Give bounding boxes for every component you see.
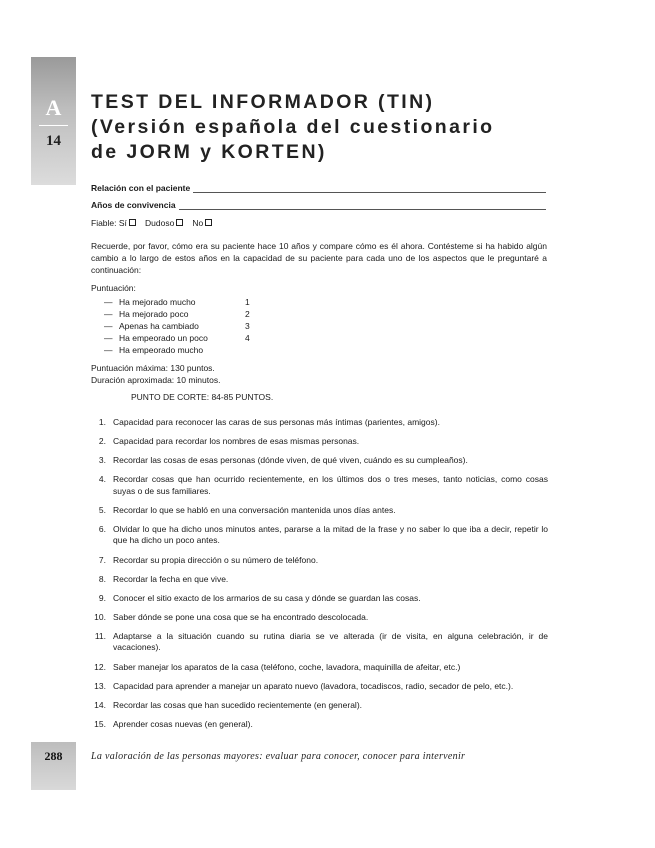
relation-field-label: Relación con el paciente [91, 183, 193, 193]
score-heading: Puntuación: [91, 283, 136, 293]
item-text: Conocer el sitio exacto de los armarios de su casa y dónde se guardan las cosas. [113, 592, 421, 603]
item-text: Aprender cosas nuevas (en general). [113, 718, 253, 729]
running-footer: La valoración de las personas mayores: evaluar para conocer, conocer para intervenir [91, 751, 466, 762]
list-item [91, 417, 548, 429]
item-text: Adaptarse a la situación cuando su rutina diaria se ve alterada (ir de visita, en alguna celebración, ir de vacaciones). [113, 630, 548, 653]
item-number: 9. [98, 592, 106, 603]
list-item [91, 631, 548, 654]
reliability-label: Fiable: [91, 218, 117, 228]
scale-label: Ha empeorado un poco [119, 333, 208, 343]
item-number: 4. [98, 474, 106, 485]
item-number: 13. [94, 680, 106, 691]
list-item [91, 662, 548, 674]
tab-divider [39, 125, 68, 126]
item-number: 15. [94, 718, 106, 729]
list-item [91, 574, 548, 586]
scale-dash: — [104, 297, 113, 307]
scale-label: Ha mejorado poco [119, 309, 189, 319]
item-text: Recordar lo que se habló en una conversación mantenida unos días antes. [113, 504, 396, 515]
scale-row [104, 297, 264, 309]
item-number: 14. [94, 699, 106, 710]
page-number: 288 [44, 749, 63, 763]
page-title [91, 90, 611, 165]
reliability-yes-checkbox[interactable] [129, 219, 136, 226]
title-line-1: TEST DEL INFORMADOR (TIN) [91, 91, 435, 113]
instructions-paragraph: Recuerde, por favor, cómo era su paciente hace 10 años y compare cómo es él ahora. Contésteme si ha habido algún cambio a lo largo de estos años en la capacidad de su paciente para cada uno de los aspectos que le preguntaré a continuación: [91, 241, 547, 275]
scale-row [104, 345, 264, 357]
scale-dash: — [104, 345, 113, 355]
item-number: 12. [94, 661, 106, 672]
reliability-no-checkbox[interactable] [205, 219, 212, 226]
scale-dash: — [104, 333, 113, 343]
item-number: 5. [98, 504, 106, 515]
item-number: 11. [94, 630, 106, 641]
item-text: Recordar su propia dirección o su número de teléfono. [113, 554, 319, 565]
scale-points: 4 [245, 333, 250, 343]
years-field-label: Años de convivencia [91, 200, 179, 210]
appendix-letter: A [45, 95, 62, 120]
item-text: Saber manejar los aparatos de la casa (teléfono, coche, lavadora, maquinilla de afeitar, etc.) [113, 661, 461, 672]
appendix-tab [31, 57, 76, 185]
reliability-doubtful-checkbox[interactable] [176, 219, 183, 226]
scale-points: 1 [245, 297, 250, 307]
item-text: Capacidad para reconocer las caras de sus personas más íntimas (parientes, amigos). [113, 417, 440, 427]
max-score: Puntuación máxima: 130 puntos. [91, 363, 215, 373]
list-item [91, 524, 548, 547]
reliability-no-label: No [192, 218, 204, 228]
item-text: Recordar la fecha en que vive. [113, 573, 229, 584]
score-scale [104, 297, 264, 357]
relation-field[interactable] [91, 183, 546, 197]
appendix-number: 14 [46, 133, 61, 149]
scale-label: Ha empeorado mucho [119, 345, 204, 355]
list-item [91, 436, 548, 448]
item-number: 6. [98, 523, 106, 534]
scale-row [104, 309, 264, 321]
item-number: 8. [98, 573, 106, 584]
scale-row [104, 333, 264, 345]
list-item [91, 505, 548, 517]
reliability-doubtful-label: Dudoso [145, 218, 175, 228]
title-line-2: (Versión española del cuestionario [91, 116, 495, 138]
duration: Duración aproximada: 10 minutos. [91, 375, 221, 385]
cutoff-score: PUNTO DE CORTE: 84-85 PUNTOS. [131, 392, 274, 402]
list-item [91, 612, 548, 624]
list-item [91, 455, 548, 467]
scale-label: Ha mejorado mucho [119, 297, 196, 307]
item-text: Capacidad para recordar los nombres de esas mismas personas. [113, 436, 360, 447]
list-item [91, 555, 548, 567]
list-item [91, 719, 548, 731]
list-item [91, 700, 548, 712]
item-text: Recordar las cosas de esas personas (dónde viven, de qué viven, cuándo es su cumpleaños). [113, 455, 468, 466]
question-list [91, 417, 548, 738]
footer-tab [31, 742, 76, 790]
list-item [91, 593, 548, 605]
item-number: 10. [94, 611, 106, 622]
scale-row [104, 321, 264, 333]
item-number: 3. [98, 455, 106, 466]
item-number: 7. [98, 554, 106, 565]
scale-points: 3 [245, 321, 250, 331]
scale-dash: — [104, 321, 113, 331]
list-item [91, 681, 548, 693]
item-text: Capacidad para aprender a manejar un aparato nuevo (lavadora, tocadiscos, radio, secador de pelo, etc.). [113, 680, 514, 691]
title-line-3: de JORM y KORTEN) [91, 141, 327, 163]
item-text: Olvidar lo que ha dicho unos minutos antes, pararse a la mitad de la frase y no saber lo que iba a decir, repetir lo que ha dicho un poco antes. [113, 523, 548, 546]
item-text: Recordar cosas que han ocurrido recientemente, en los últimos dos o tres meses, tanto noticias, como cosas suyas o de sus familiares. [113, 474, 548, 496]
list-item [91, 474, 548, 497]
years-field[interactable] [91, 200, 546, 214]
item-text: Recordar las cosas que han sucedido recientemente (en general). [113, 699, 363, 710]
scale-points: 2 [245, 309, 250, 319]
reliability-yes-label: Sí [118, 218, 127, 228]
item-number: 1. [98, 417, 106, 427]
reliability-row [91, 218, 214, 228]
scale-dash: — [104, 309, 113, 319]
scale-label: Apenas ha cambiado [119, 321, 199, 331]
item-text: Saber dónde se pone una cosa que se ha encontrado descolocada. [113, 611, 369, 622]
item-number: 2. [98, 436, 106, 447]
